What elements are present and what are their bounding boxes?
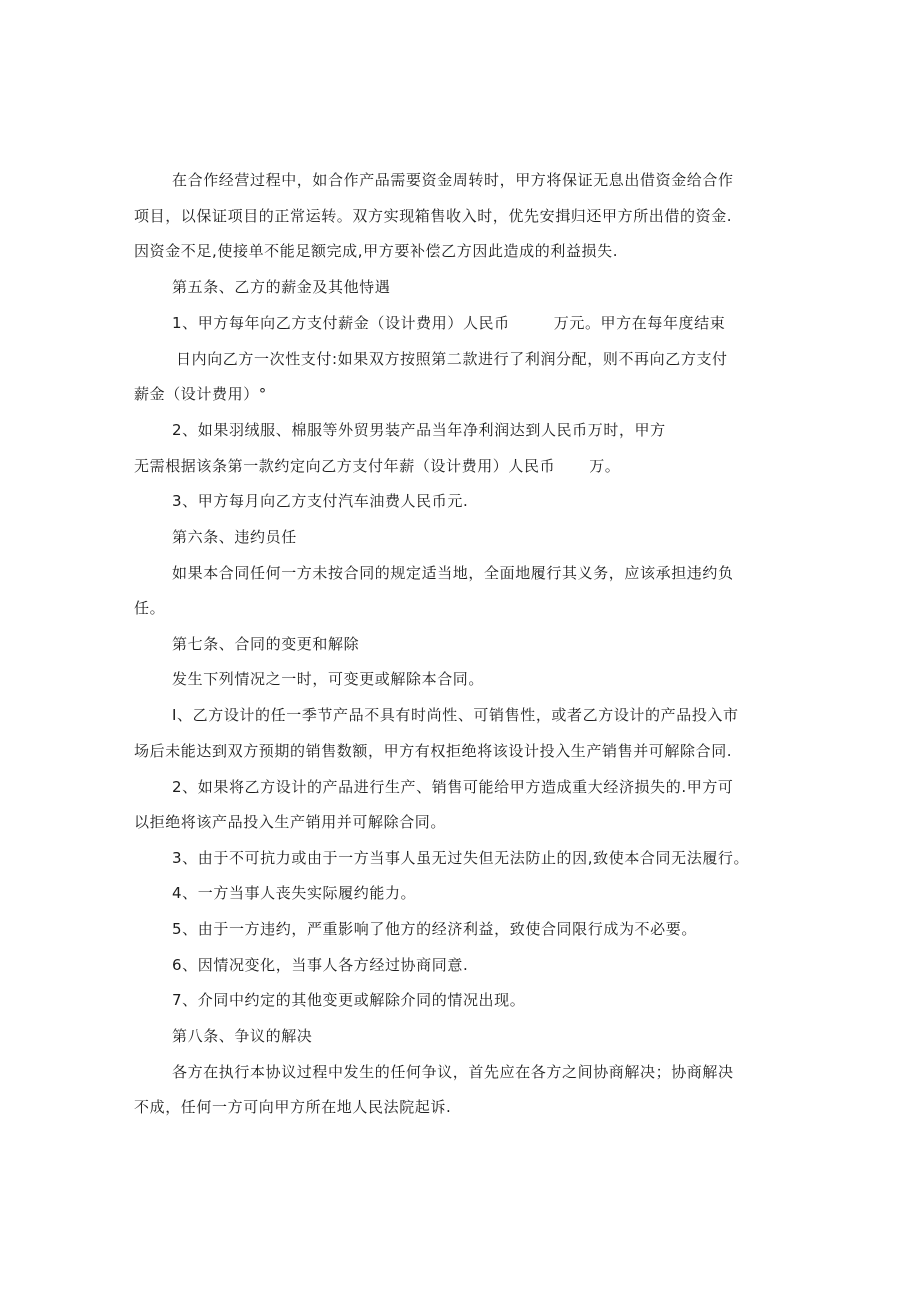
- article-5-item-3: 3、甲方每月向乙方支付汽车油费人民币元.: [172, 492, 469, 510]
- article-7-item-1-line-2: 场后未能达到双方预期的销售数额，甲方有权拒绝将该设计投入生产销售并可解除合同.: [134, 742, 733, 760]
- article-8-heading: 第八条、争议的解决: [172, 1027, 313, 1045]
- article-5-item-2-line-2: [134, 454, 794, 478]
- article-7-item-7: 7、介同中约定的其他变更或解除介同的情况出现。: [172, 991, 526, 1009]
- article-6-body-line-2: 任。: [134, 599, 166, 617]
- article-5-item-1-text-a: 1、甲方每年向乙方支付薪金（设计费用）人民币: [172, 314, 510, 332]
- article-7-item-1-line-1: I、乙方设计的任一季节产品不具有时尚性、可销售性，或者乙方设计的产品投入市: [172, 706, 739, 724]
- article-7-item-6: 6、因情况变化，当事人各方经过协商同意.: [172, 956, 469, 974]
- article-5-item-1-text-b: 万元。甲方在每年度结束: [553, 314, 726, 332]
- intro-line-2: 项目，以保证项目的正常运转。双方实现箱售收入时，优先安揖归还甲方所出借的资金.: [134, 207, 733, 225]
- article-7-item-2-line-1: 2、如果将乙方设计的产品进行生产、销售可能给甲方造成重大经济损失的.甲方可: [172, 778, 734, 796]
- article-7-lead: 发生下列情况之一时，可变更或解除本合同。: [172, 670, 485, 688]
- article-5-item-1-line-2: 日内向乙方一次性支付:如果双方按照第二款进行了利润分配，则不再向乙方支付: [176, 350, 728, 368]
- article-7-item-3: 3、由于不可抗力或由于一方当事人虽无过失但无法防止的因,致使本合同无法履行。: [172, 849, 750, 867]
- article-6-body-line-1: 如果本合同任何一方未按合同的规定适当地，全面地履行其义务，应该承担违约负: [172, 564, 734, 582]
- article-7-item-4: 4、一方当事人丧失实际履约能力。: [172, 884, 417, 902]
- article-6-heading: 第六条、违约员任: [172, 528, 297, 546]
- article-7-heading: 第七条、合同的变更和解除: [172, 635, 360, 653]
- article-5-item-1: [172, 311, 832, 335]
- article-7-item-5: 5、由于一方违约，严重影响了他方的经济利益，致使合同限行成为不必要。: [172, 920, 697, 938]
- intro-line-3: 因资金不足,使接单不能足额完成,甲方要补偿乙方因此造成的利益损失.: [134, 242, 619, 260]
- article-5-item-1-line-3: 薪金（设计费用）°: [134, 385, 267, 403]
- article-5-item-2-text-b: 万。: [589, 457, 621, 475]
- article-8-body-line-1: 各方在执行本协议过程中发生的任何争议，首先应在各方之间协商解决；协商解决: [172, 1063, 734, 1081]
- intro-line-1: 在合作经营过程中，如合作产品需要资金周转时，甲方将保证无息出借资金给合作: [172, 171, 734, 189]
- article-5-item-2-text-a: 无需根据该条第一款约定向乙方支付年薪（设计费用）人民币: [134, 457, 556, 475]
- article-8-body-line-2: 不成，任何一方可向甲方所在地人民法院起诉.: [134, 1098, 452, 1116]
- article-5-item-2-line-1: 2、如果羽绒服、棉服等外贸男装产品当年净利润达到人民币万时，甲方: [172, 421, 666, 439]
- article-7-item-2-line-2: 以拒绝将该产品投入生产销用并可解除合同。: [134, 813, 447, 831]
- article-5-heading: 第五条、乙方的薪金及其他恃遇: [172, 278, 391, 296]
